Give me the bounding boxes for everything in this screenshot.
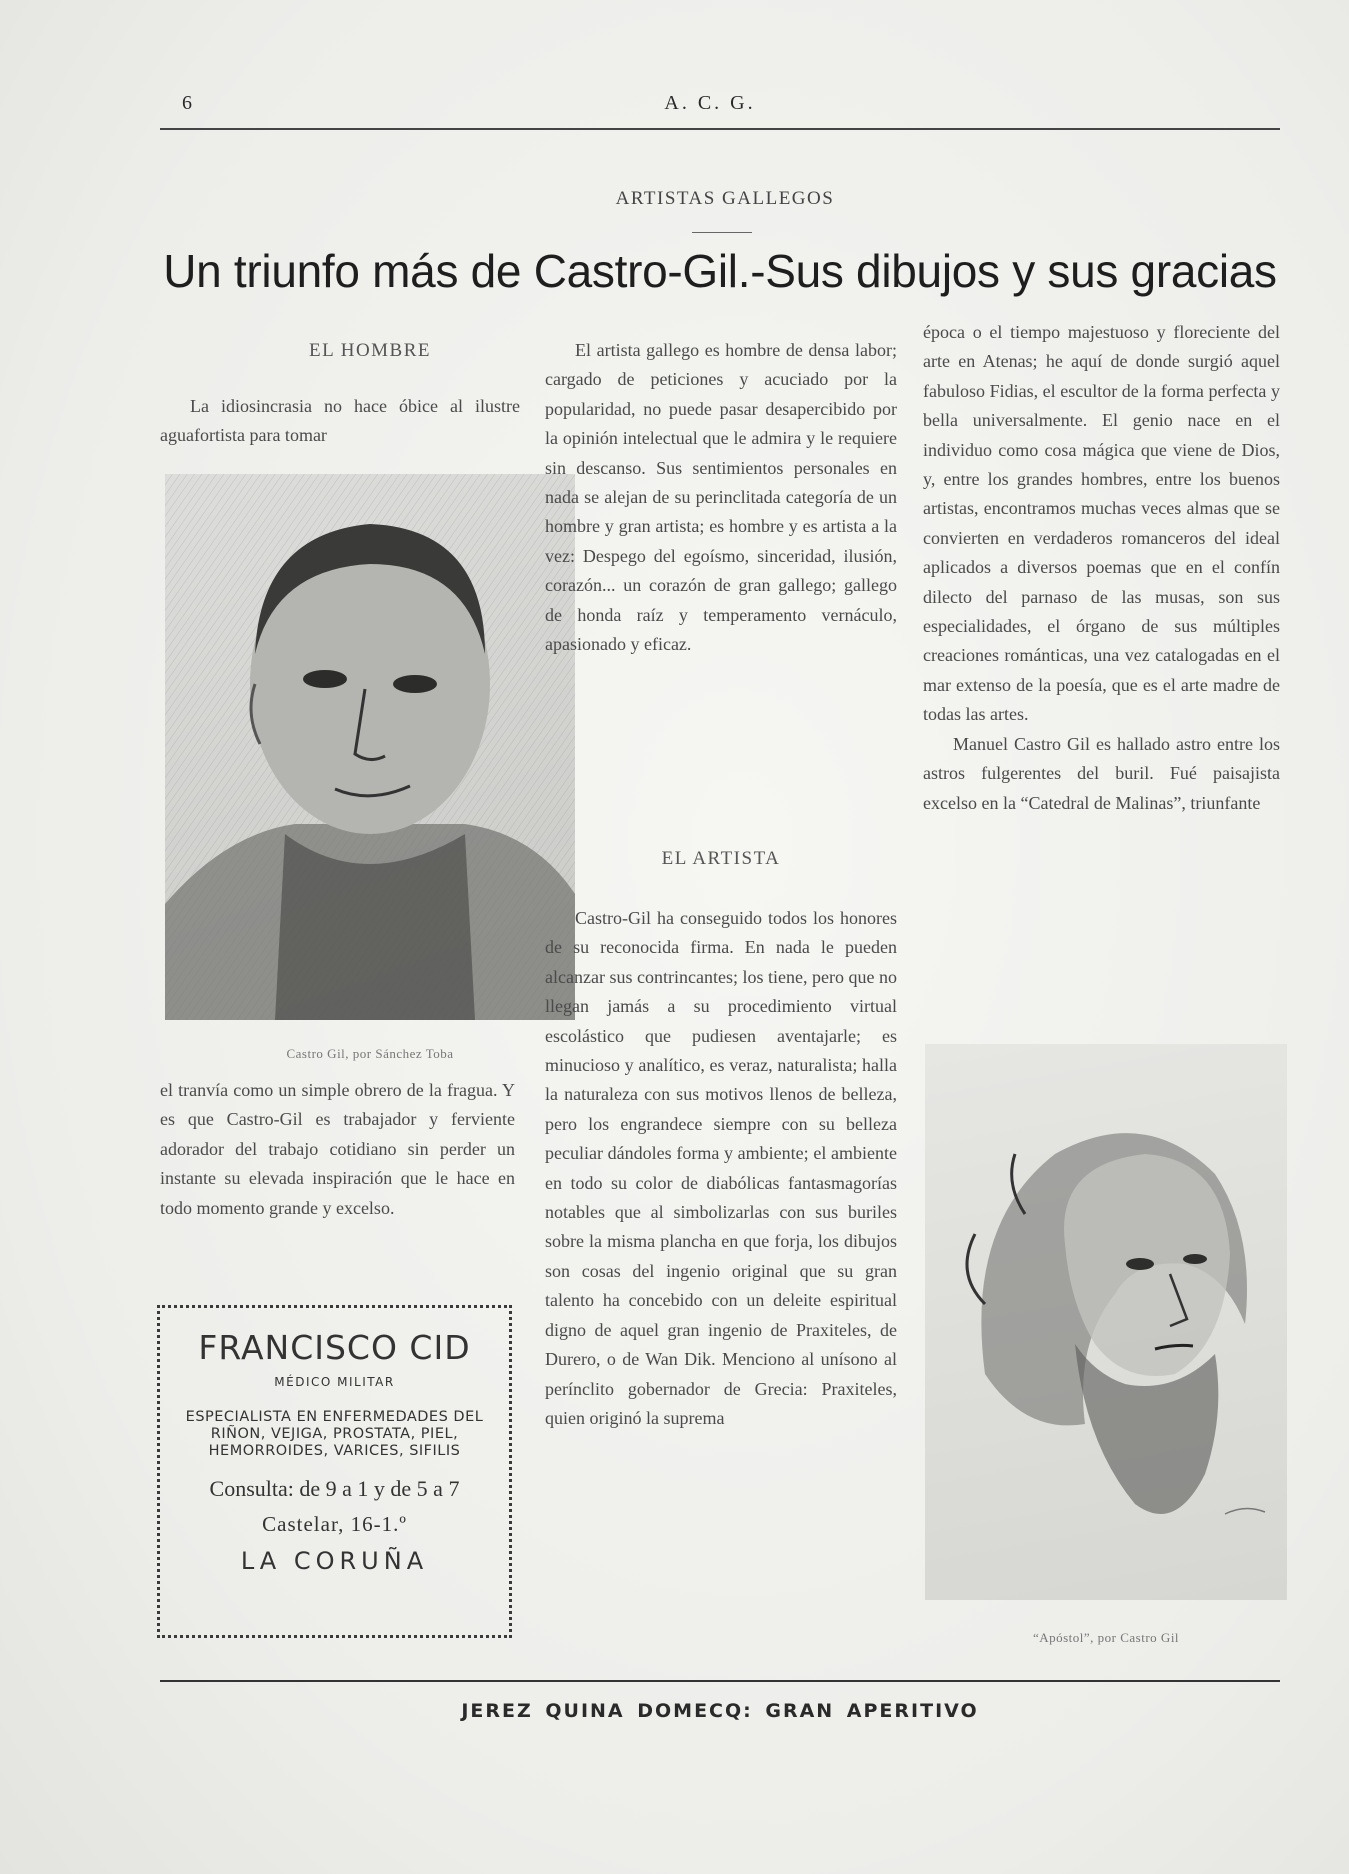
page-number: 6 bbox=[182, 92, 192, 114]
footer-rule bbox=[160, 1680, 1280, 1682]
col2-body-1 bbox=[545, 336, 897, 659]
header-rule bbox=[160, 128, 1280, 130]
journal-title: A. C. G. bbox=[664, 92, 756, 114]
col2-para-1: El artista gallego es hombre de densa labor; cargado de peticiones y acuciado por la popularidad, no puede pasar desapercibido por la opinión intelectual que le admira y le requiere sin descanso. Sus sentimientos personales en nada se alejan de su perinclitada categoría de un hombre y gran artista; es hombre y es artista a la vez: Despego del egoísmo, sinceridad, ilusión, corazón... un corazón de gran gallego; gallego de honda raíz y temperamento vernáculo, apasionado y eficaz. bbox=[545, 340, 897, 655]
col1-continuation bbox=[160, 1076, 515, 1223]
apostle-illustration bbox=[925, 1044, 1287, 1600]
apostle-caption: “Apóstol”, por Castro Gil bbox=[1032, 1630, 1180, 1645]
subhead-el-artista: EL ARTISTA bbox=[661, 848, 781, 869]
ad-city: LA CORUÑA bbox=[240, 1547, 429, 1575]
col2-body-2 bbox=[545, 904, 897, 1433]
ad-name: FRANCISCO CID bbox=[198, 1328, 471, 1367]
headline: Un triunfo más de Castro-Gil.-Sus dibujos y sus gracias bbox=[163, 245, 1277, 297]
section-label: ARTISTAS GALLEGOS bbox=[615, 188, 835, 209]
ad-specialty: ESPECIALISTA EN ENFERMEDADES DEL RIÑON, VEJIGA, PROSTATA, PIEL, HEMORROIDES, VARICES, SIFILIS bbox=[185, 1409, 484, 1459]
col1-intro-text: La idiosincrasia no hace óbice al ilustre aguafortista para tomar bbox=[160, 396, 520, 446]
col1-continuation-text: el tranvía como un simple obrero de la fragua. Y es que Castro-Gil es trabajador y ferviente adorador del trabajo cotidiano sin perder un instante su elevada inspiración que le hace en todo momento grande y excelso. bbox=[160, 1080, 515, 1218]
portrait-illustration bbox=[165, 474, 575, 1020]
col3-para-2: Manuel Castro Gil es hallado astro entre los astros fulgerentes del buril. Fué paisajista excelso en la “Catedral de Malinas”, triunfante bbox=[923, 733, 1280, 813]
ad-hours: Consulta: de 9 a 1 y de 5 a 7 bbox=[209, 1476, 460, 1501]
col3-para-1: época o el tiempo majestuoso y floreciente del arte en Atenas; he aquí de donde surgió aquel fabuloso Fidias, el escultor de la forma perfecta y bella universalmente. El genio nace en el individuo como cosa mágica que viene de Dios, y, entre los grandes hombres, entre los buenos artistas, encontramos muchas veces almas que se convierten en verdaderos romanceros del ideal aplicados a diversos poemas que en el confín dilecto del parnaso de las musas, son sus especialidades, el órgano de sus múltiples creaciones románticas, una vez catalogadas en el mar extenso de la poesía, que es el arte madre de todas las artes. bbox=[923, 322, 1280, 725]
subhead-el-hombre: EL HOMBRE bbox=[308, 340, 432, 361]
portrait-caption: Castro Gil, por Sánchez Toba bbox=[286, 1046, 454, 1061]
section-divider bbox=[692, 232, 752, 233]
col1-intro bbox=[160, 392, 520, 451]
ad-title: MÉDICO MILITAR bbox=[274, 1375, 395, 1389]
col2-para-2: Castro-Gil ha conseguido todos los honores de su reconocida firma. En nada le pueden alcanzar sus contrincantes; los tiene, pero que no llegan jamás a su procedimiento virtual escolástico que pudiesen aventajarle; es minucioso y analítico, es veraz, naturalista; halla la naturaleza con sus motivos llenos de belleza, pero los engrandece siempre con su belleza peculiar dándoles forma y ambiente; el ambiente en todo su color de diabólicas fantasmagorías notables que al simbolizarlas con sus buriles sobre la misma plancha en que forja, los dibujos son cosas del ingenio original que su gran talento ha concebido con un deleite espiritual digno de aquel gran ingenio de Praxiteles, de Durero, o de Wan Dik. Menciono al unísono al perínclito gobernador de Grecia: Praxiteles, quien originó la suprema bbox=[545, 908, 897, 1428]
col3-body bbox=[923, 318, 1280, 818]
ad-address: Castelar, 16-1.º bbox=[262, 1512, 407, 1536]
portrait-sketch bbox=[165, 474, 575, 1020]
apostle-sketch bbox=[925, 1044, 1287, 1600]
francisco-cid-advertisement bbox=[157, 1305, 512, 1638]
footer-advertisement: JEREZ QUINA DOMECQ: GRAN APERITIVO bbox=[461, 1700, 979, 1722]
